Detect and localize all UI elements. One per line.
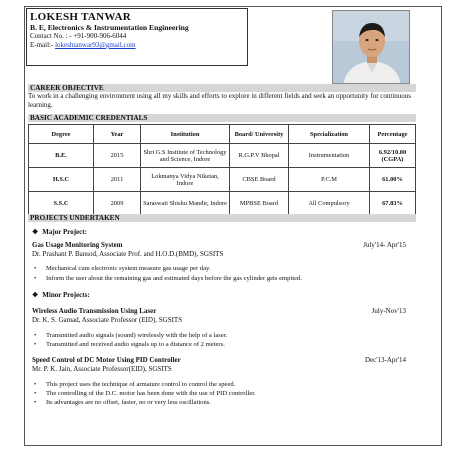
- minor-label-text: Minor Projects:: [42, 291, 90, 299]
- institution-cell: Saraswati Shishu Mandir, Indore: [141, 192, 230, 216]
- major-label-text: Major Project:: [42, 228, 87, 236]
- list-item: • Inform the user about the remaining gas and estimated days before the gas cylinder gets emptied.: [46, 275, 412, 283]
- table-row: [29, 168, 416, 192]
- board-cell: R.G.P.V Bhopal: [230, 144, 289, 168]
- column-header: Degree: [29, 125, 94, 144]
- diamond-bullet-icon: ❖: [32, 228, 39, 236]
- list-item: • Transmitted and received audio signals up to a distance of 2 meters.: [46, 341, 412, 349]
- minor-projects-label: [32, 291, 90, 299]
- specialization-cell: P.C.M: [289, 168, 370, 192]
- specialization-cell: All Compulsory: [289, 192, 370, 216]
- degree-cell: B.E.: [29, 144, 94, 168]
- minor-project-mentor: Dr. K. S. Gamad, Associate Professor (EID), SGSITS: [32, 316, 183, 324]
- list-item: • Its advantages are no offset, faster, no or very less oscillations.: [46, 399, 412, 407]
- column-header: Specialization: [289, 125, 370, 144]
- minor-project-title: Wireless Audio Transmission Using Laser: [32, 307, 157, 315]
- year-cell: 2015: [94, 144, 141, 168]
- column-header: Year: [94, 125, 141, 144]
- projects-heading: PROJECTS UNDERTAKEN: [28, 214, 416, 222]
- percentage-cell: 6.92/10.00 (CGPA): [370, 144, 416, 168]
- profile-photo: [332, 10, 410, 84]
- year-cell: 2009: [94, 192, 141, 216]
- academic-credentials-heading: BASIC ACADEMIC CREDENTIALS: [28, 114, 416, 122]
- email-link[interactable]: lokeshtanwar93@gmail.com: [55, 41, 136, 49]
- column-header: Institution: [141, 125, 230, 144]
- percentage-cell: 67.83%: [370, 192, 416, 216]
- contact-number: Contact No. : - +91-900-906-6044: [30, 32, 127, 40]
- degree-cell: S.S.C: [29, 192, 94, 216]
- portrait-icon: [333, 11, 410, 84]
- major-project-date: July'14- Apr'15: [363, 241, 406, 249]
- major-project-title: Gas Usage Monitoring System: [32, 241, 123, 249]
- academic-table: [28, 124, 416, 216]
- column-header: Percentage: [370, 125, 416, 144]
- minor-project-title: Speed Control of DC Motor Using PID Controller: [32, 356, 181, 364]
- table-row: [29, 192, 416, 216]
- table-row: [29, 144, 416, 168]
- board-cell: MPBSE Board: [230, 192, 289, 216]
- minor-project-mentor: Mr. P. K. Jain, Associate Professor(EID), SGSITS: [32, 365, 172, 373]
- minor-project-date: Dec'13-Apr'14: [364, 356, 406, 364]
- career-objective-heading: CAREER OBJECTIVE: [28, 84, 416, 92]
- institution-cell: Lokmanya Vidya Niketan, Indore: [141, 168, 230, 192]
- major-project-label: [32, 228, 87, 236]
- specialization-cell: Instrumentation: [289, 144, 370, 168]
- header-box: [26, 8, 248, 66]
- major-project-mentor: Dr. Prashant P. Bansod, Associate Prof. and H.O.D.(BMD), SGSITS: [32, 250, 224, 258]
- degree-cell: H.S.C: [29, 168, 94, 192]
- column-header: Board/ University: [230, 125, 289, 144]
- list-item: • Mechanical cum electronic system measure gas usage per day.: [46, 265, 412, 273]
- email-row: [30, 41, 244, 50]
- email-label: E-mail:-: [30, 41, 54, 49]
- year-cell: 2011: [94, 168, 141, 192]
- list-item: • Transmitted audio signals (sound) wirelessly with the help of a laser.: [46, 332, 412, 340]
- table-header-row: [29, 125, 416, 144]
- candidate-name: LOKESH TANWAR: [30, 11, 131, 23]
- career-objective-text: To work in a challenging environment using all my skills and efforts to explore in different fields and seek an opportunity for continuous learning.: [28, 92, 412, 109]
- percentage-cell: 61.00%: [370, 168, 416, 192]
- board-cell: CBSE Board: [230, 168, 289, 192]
- list-item: • This project uses the technique of armature control to control the speed.: [46, 381, 412, 389]
- diamond-bullet-icon: ❖: [32, 291, 39, 299]
- minor-project-date: July-Nov'13: [371, 307, 406, 315]
- list-item: • The controlling of the D.C. motor has been done with the use of PID controller.: [46, 390, 412, 398]
- degree-line: B. E, Electronics & Instrumentation Engineering: [30, 23, 189, 32]
- institution-cell: Shri G.S Institute of Technology and Science, Indore: [141, 144, 230, 168]
